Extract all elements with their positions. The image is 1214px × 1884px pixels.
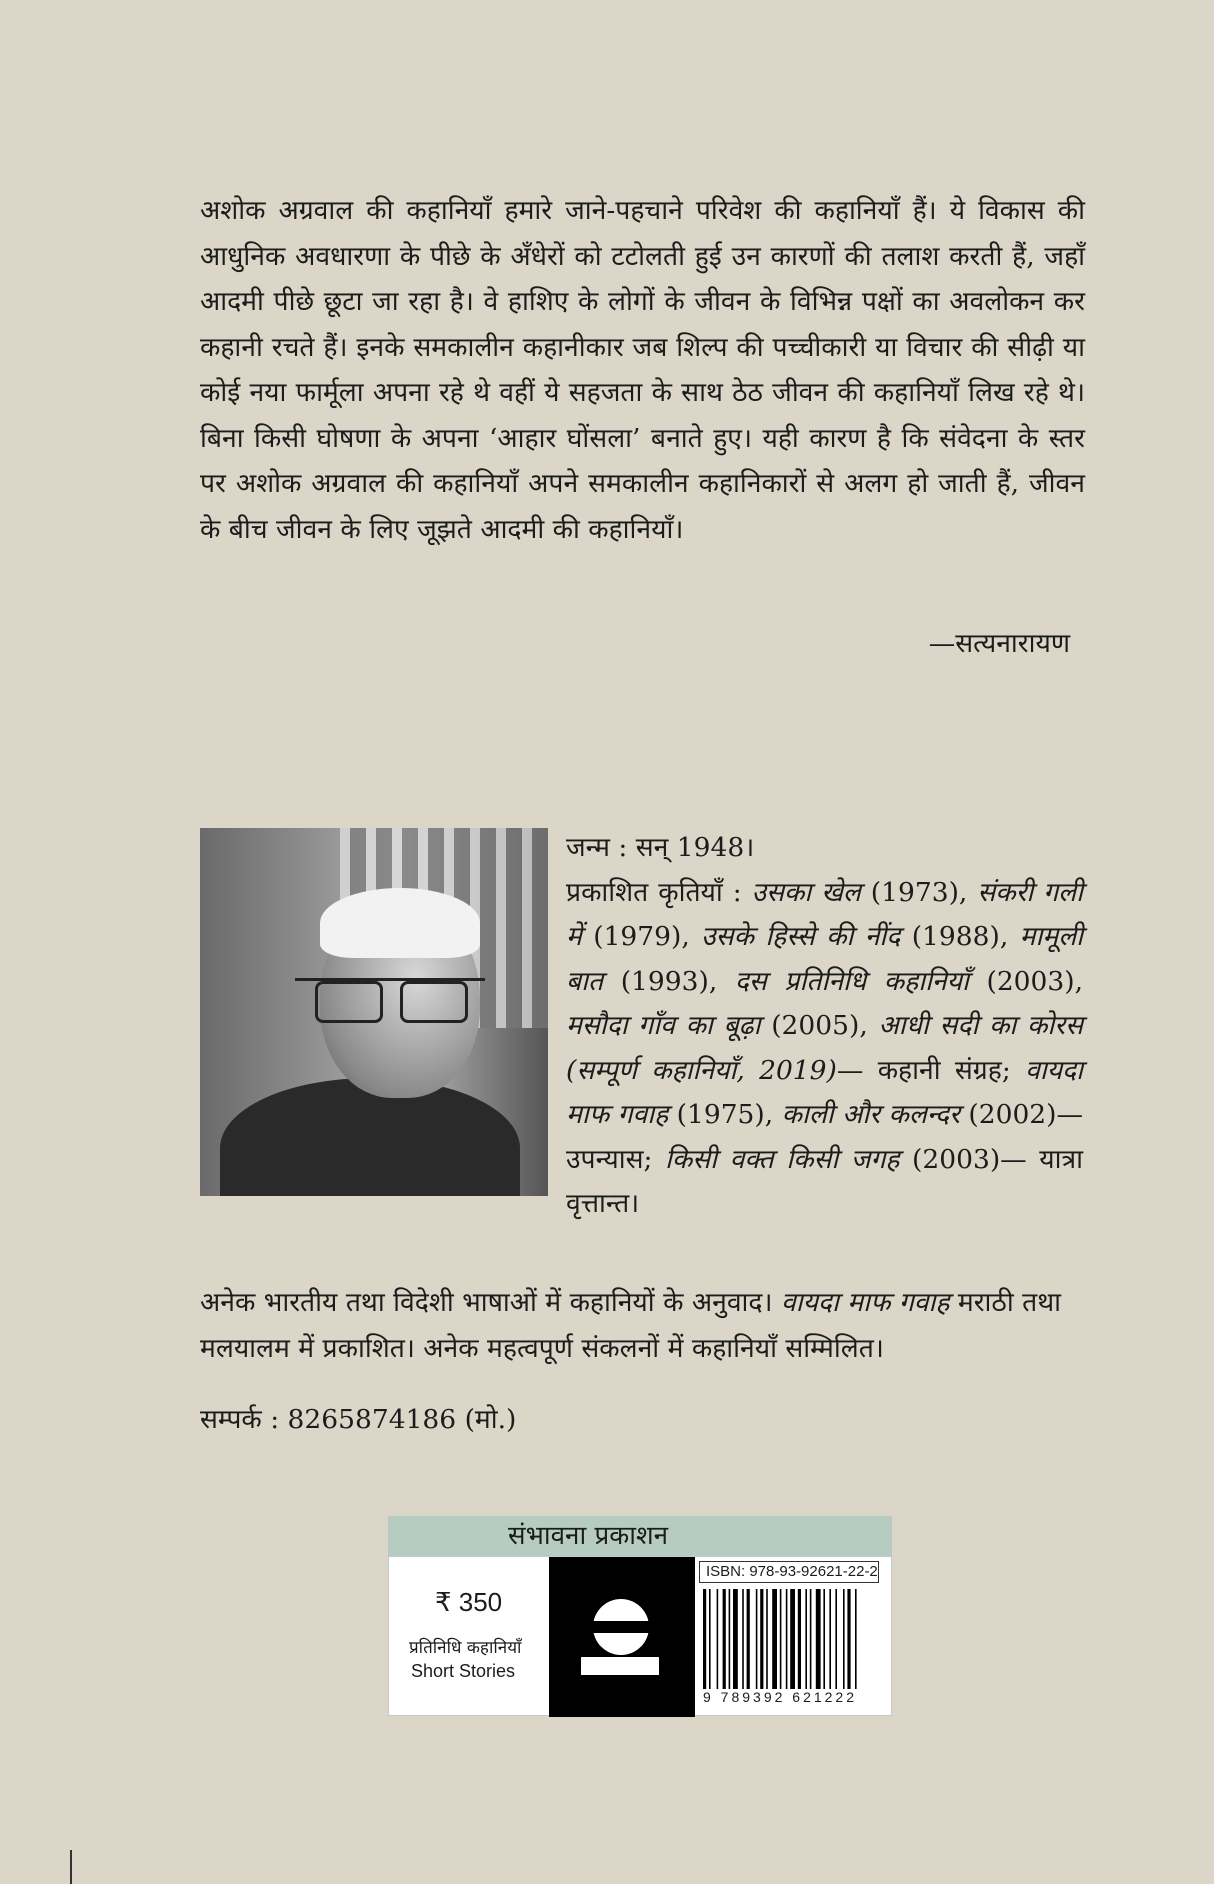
- works-list: प्रकाशित कृतियाँ : उसका खेल (1973), संकरी गली में (1979), उसके हिस्से की नींद (1988), मामूली बात (1993), दस प्रतिनिधि कहानियाँ (2003), मसौदा गाँव का बूढ़ा (2005), आधी सदी का कोरस (सम्पूर्ण कहानियाँ, 2019)— कहानी संग्रह; वायदा माफ गवाह (1975), काली और कलन्दर (2002)— उपन्यास; किसी वक्त किसी जगह (2003)— यात्रा वृत्तान्त।: [566, 876, 1084, 1219]
- genre-hindi: प्रतिनिधि कहानियाँ: [409, 1638, 522, 1658]
- translations-note: अनेक भारतीय तथा विदेशी भाषाओं में कहानियों के अनुवाद। वायदा माफ गवाह मराठी तथा मलयालम में प्रकाशित। अनेक महत्वपूर्ण संकलनों में कहानियाँ सम्मिलित।: [200, 1287, 1062, 1364]
- author-photo: [200, 828, 548, 1196]
- publisher-name: संभावना प्रकाशन: [388, 1516, 892, 1556]
- trim-mark: [70, 1850, 72, 1884]
- price: ₹ 350: [435, 1587, 503, 1617]
- contact-line: सम्पर्क : 8265874186 (मो.): [200, 1404, 517, 1435]
- isbn-panel: [388, 1556, 892, 1716]
- author-bio: [566, 826, 1083, 1227]
- isbn-label: ISBN: 978-93-92621-22-2: [699, 1561, 879, 1583]
- birth-line: जन्म : सन् 1948।: [566, 832, 755, 863]
- barcode-digits: 9 789392 621222: [703, 1689, 857, 1705]
- back-cover-blurb: अशोक अग्रवाल की कहानियाँ हमारे जाने-पहचाने परिवेश की कहानियाँ हैं। ये विकास की आधुनिक अवधारणा के पीछे के अँधेरों को टटोलती हुई उन कारणों की तलाश करती हैं, जहाँ आदमी पीछे छूटा जा रहा है। वे हाशिए के लोगों के जीवन के विभिन्न पक्षों का अवलोकन कर कहानी रचते हैं। इनके समकालीन कहानीकार जब शिल्प की पच्चीकारी या विचार की सीढ़ी या कोई नया फार्मूला अपना रहे थे वहीं ये सहजता के साथ ठेठ जीवन की कहानियाँ लिख रहे थे। बिना किसी घोषणा के अपना ‘आहार घोंसला’ बनाते हुए। यही कारण है कि संवेदना के स्तर पर अशोक अग्रवाल की कहानियाँ अपने समकालीन कहानिकारों से अलग हो जाती हैं, जीवन के बीच जीवन के लिए जूझते आदमी की कहानियाँ।: [200, 195, 1085, 545]
- blurb-attribution: —सत्यनारायण: [928, 628, 1070, 659]
- publisher-logo-icon: [549, 1557, 695, 1717]
- genre-english: Short Stories: [411, 1661, 516, 1681]
- barcode-icon: [701, 1589, 877, 1689]
